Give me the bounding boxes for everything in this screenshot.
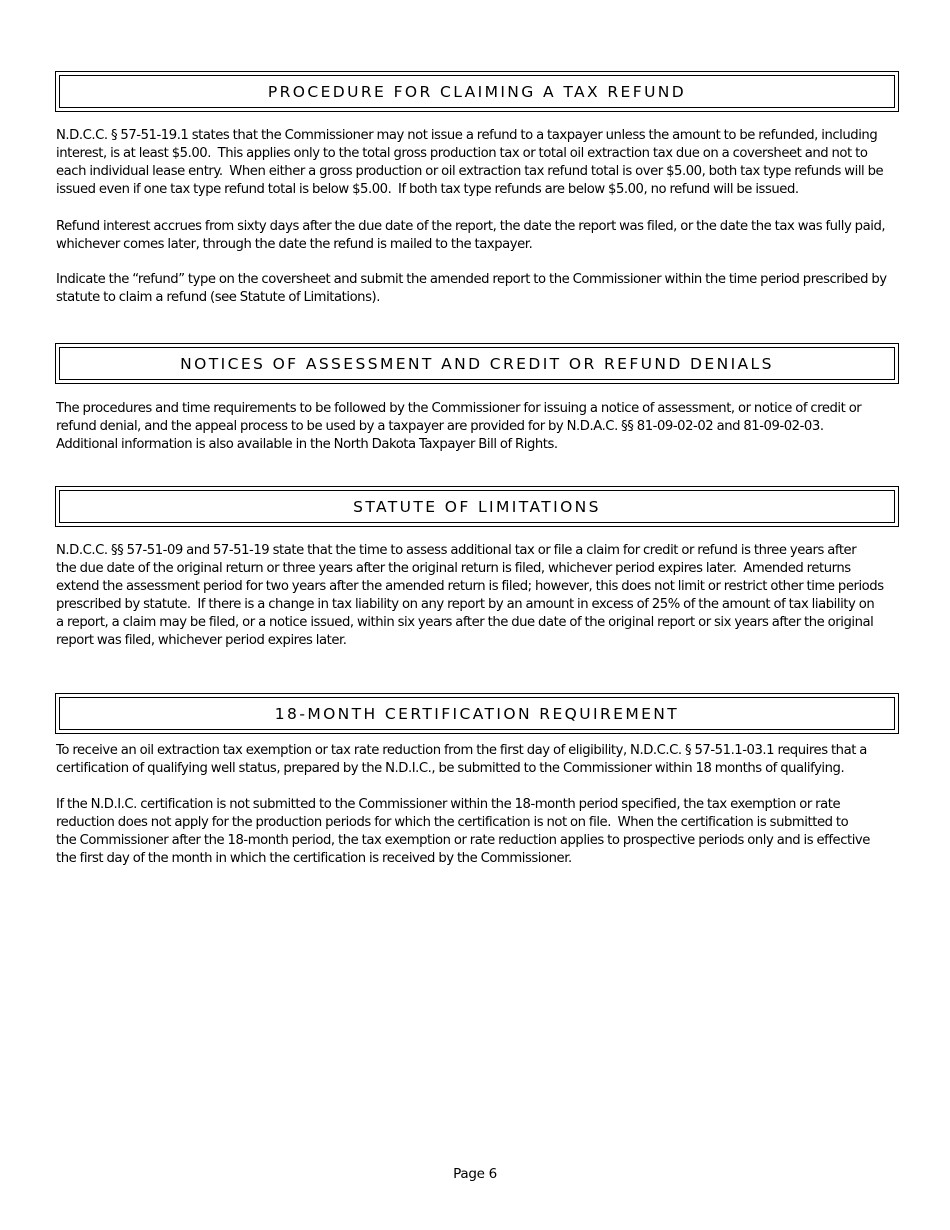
- section-header-statute: [55, 486, 899, 527]
- section-header-notices: [55, 343, 899, 384]
- paragraph-refund-minimum: N.D.C.C. § 57-51-19.1 states that the Commissioner may not issue a refund to a taxpayer unless the amount to be refunded, including interest, is at least $5.00. This applies only to the total gross production tax or total oil extraction tax due on a coversheet and not to each individual lease entry. When either a gross production or oil extraction tax refund total is over $5.00, both tax type refunds will be issued even if one tax type refund total is below $5.00. If both tax type refunds are below $5.00, no refund will be issued.: [56, 128, 884, 197]
- paragraph-notices: The procedures and time requirements to be followed by the Commissioner for issuing a notice of assessment, or notice of credit or refund denial, and the appeal process to be used by a taxpayer are provided for by N.D.A.C. §§ 81-09-02-02 and 81-09-02-03. Additional information is also available in the North Dakota Taxpayer Bill of Rights.: [56, 401, 862, 452]
- section-title: 18-MONTH CERTIFICATION REQUIREMENT: [59, 697, 895, 730]
- paragraph-statute: N.D.C.C. §§ 57-51-09 and 57-51-19 state that the time to assess additional tax or file a claim for credit or refund is three years after the due date of the original return or three years after the original return is filed, whichever period expires later. Amended returns extend the assessment period for two years after the amended return is filed; however, this does not limit or restrict other time periods prescribed by statute. If there is a change in tax liability on any report by an amount in excess of 25% of the amount of tax liability on a report, a claim may be filed, or a notice issued, within six years after the due date of the original report or six years after the original report was filed, whichever period expires later.: [56, 543, 884, 648]
- section-title: NOTICES OF ASSESSMENT AND CREDIT OR REFUND DENIALS: [59, 347, 895, 380]
- section-title: PROCEDURE FOR CLAIMING A TAX REFUND: [59, 75, 895, 108]
- paragraph-refund-interest: Refund interest accrues from sixty days after the due date of the report, the date the report was filed, or the date the tax was fully paid, whichever comes later, through the date the refund is mailed to the taxpayer.: [56, 219, 886, 252]
- paragraph-certification-late: If the N.D.I.C. certification is not submitted to the Commissioner within the 18-month period specified, the tax exemption or rate reduction does not apply for the production periods for which the certification is not on file. When the certification is submitted to the Commissioner after the 18-month period, the tax exemption or rate reduction applies to prospective periods only and is effective the first day of the month in which the certification is received by the Commissioner.: [56, 797, 870, 866]
- section-header-certification: [55, 693, 899, 734]
- page-number: Page 6: [453, 1166, 497, 1182]
- paragraph-certification-requirement: To receive an oil extraction tax exemption or tax rate reduction from the first day of eligibility, N.D.C.C. § 57-51.1-03.1 requires that a certification of qualifying well status, prepared by the N.D.I.C., be submitted to the Commissioner within 18 months of qualifying.: [56, 743, 867, 776]
- section-title: STATUTE OF LIMITATIONS: [59, 490, 895, 523]
- paragraph-refund-procedure: Indicate the “refund” type on the coversheet and submit the amended report to the Commissioner within the time period prescribed by statute to claim a refund (see Statute of Limitations).: [56, 272, 887, 305]
- section-header-tax-refund: [55, 71, 899, 112]
